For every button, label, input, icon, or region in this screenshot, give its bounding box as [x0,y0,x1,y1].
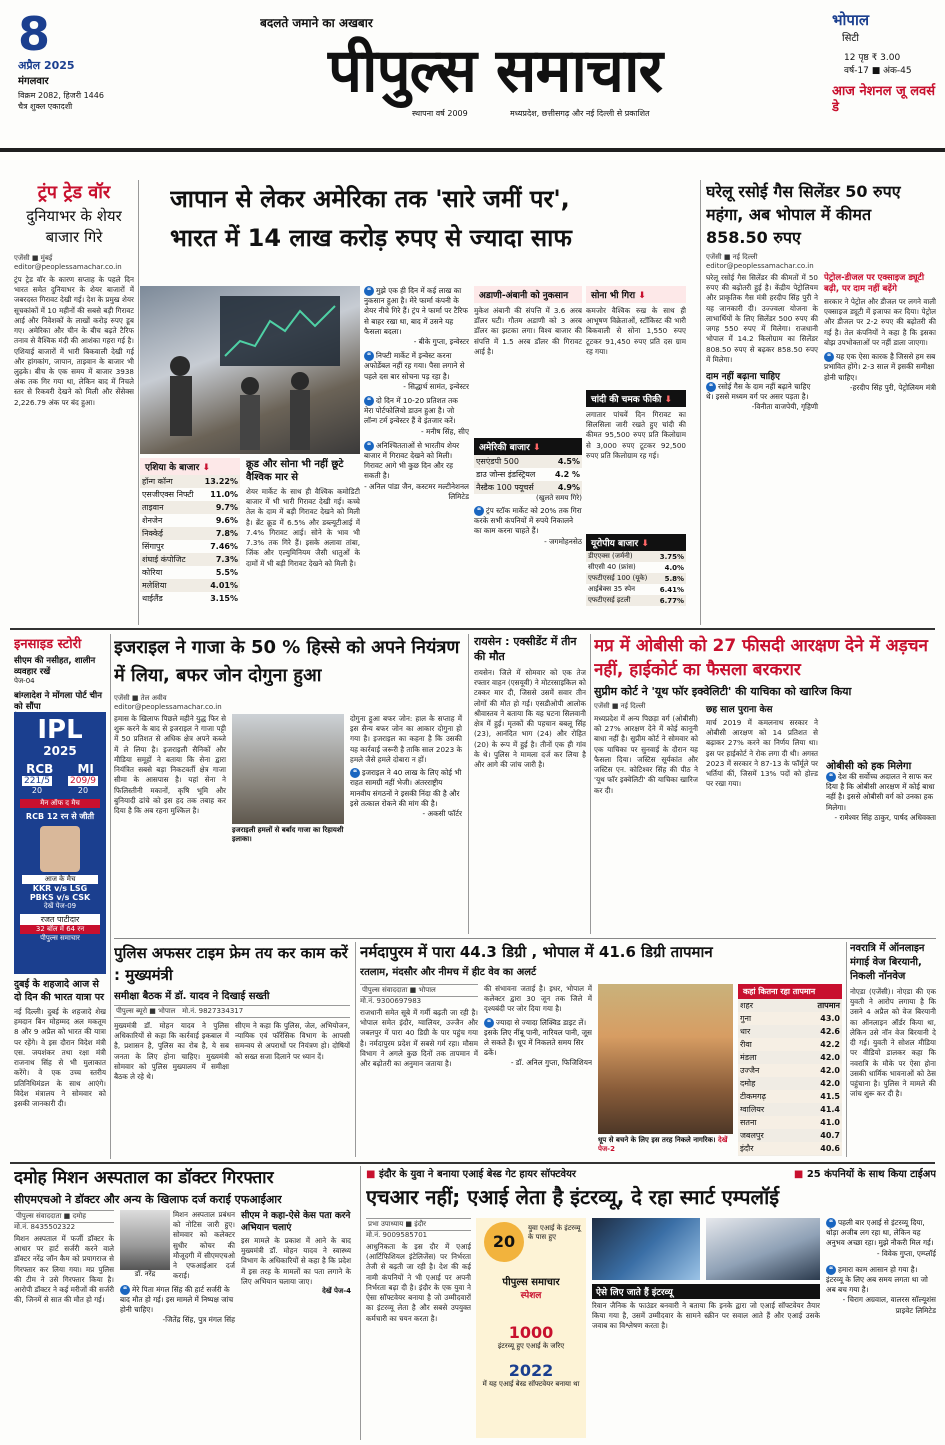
investor-quote: ❝ अनिश्चितताओं से भारतीय शेयर बाजार में गिरावट देखने को मिली। गिरावट आगे भी कुछ दिन और रह सकती है। - अनिल पांडा जैन, कस्टमर मल्टीनेशनल लिमिटेड [364,440,469,501]
biryani-body: नोएडा (एजेंसी)। नोएडा की एक युवती ने आरोप लगाया है कि उसने 4 अप्रैल को वेज बिरयानी का ऑनलाइन ऑर्डर किया था, लेकिन उसे नॉन वेज बिरयानी दे दी गई। युवती ने सोशल मीडिया पर वीडियो डालकर कहा कि नवरात्रि के मौके पर ऐसा होना उसकी धार्मिक भावनाओं को ठेस पहुंचाना है। पुलिस ने मामले की जांच शुरू कर दी है। [850,987,936,1099]
heat-body: राजधानी समेत सूबे में गर्मी बढ़ती जा रही है। भोपाल समेत इंदौर, ग्वालियर, उज्जैन और जबलपुर में पारा 40 डिग्री के पार पहुंच गया है। नर्मदापुरम प्रदेश में सबसे गर्म रहा। मौसम विभाग ने अगले कुछ दिनों तक तापमान में और बढ़ोतरी का अनुमान जताया है। [360,1008,478,1069]
gas-subhead: दाम नहीं बढ़ाना चाहिए [706,371,780,382]
europe-markets-box [586,534,686,624]
today-matches-label: आज के मैच [22,875,98,884]
doctor-photo-label: डॉ. नरेंद्र [134,1270,156,1278]
quote-icon: ❝ [364,351,374,361]
date-block [18,10,108,140]
ai-mobile: मो.नं. 9009585701 [366,1231,428,1239]
table-row: कोरिया 5.5% [142,568,238,577]
quote-icon: ❝ [706,382,716,392]
established: स्थापना वर्ष 2009 [412,109,468,118]
adani-title: अडाणी-अंबानी को नुकसान [474,286,582,303]
ai-stat-3: 2022 [508,1361,554,1380]
table-row: मलेशिया 4.01% [142,581,238,590]
match-2: PBKS v/s CSK [29,893,91,902]
ai-box-body: रिवान जैनिक के फाउंडर बनवारी ने बताया कि इनके द्वारा जो एआई सॉफ्टवेयर तैयार किया गया है, उसमें उम्मीदवार के सामने स्क्रीन पर सवाल आते हैं और एआई उसके जवाब का विश्लेषण करता है। [592,1301,820,1331]
quote-icon: ❝ [364,396,374,406]
table-row: गुना 43.0 [740,1014,840,1023]
investor-quote: ❝ दो दिन में 10-20 प्रतिशत तक मेरा पोर्टफोलियो डाउन हुआ है। जो लॉन्ग टर्म इन्वेस्टर हैं वे इंतजार करें। - मनीष सिंह, सीए [364,396,469,436]
tagline: बदलते जमाने का अखबार [260,16,373,30]
quote-icon: ❝ [364,441,374,451]
europe-markets-table [586,551,686,606]
damoh-byline: पीपुल्स संवाददाता ■ दमोह [14,1210,114,1223]
ai-stat-1: 20 [484,1222,524,1262]
obc-body-2: मार्च 2019 में कमलनाथ सरकार ने ओबीसी आरक्षण को 14 प्रतिशत से बढ़ाकर 27% करने का निर्णय लिया था। इस पर हाईकोर्ट ने रोक लगा दी थी। अगस्त 2023 में सरकार ने 87-13 के फॉर्मूले पर भर्तियां कीं, जिसमें 13% पदों को होल्ड पर रखा गया। [706,718,818,789]
silver-title: चांदी की चमक फीकी ⬇ [586,390,686,407]
usa-markets-box [474,438,582,624]
inside-story [14,634,106,974]
table-header: शहर तापमान [740,1001,840,1010]
quote-icon: ❝ [350,768,360,778]
police-story [114,942,350,1157]
ai-headline: एचआर नहीं; एआई लेता है इंटरव्यू, दे रहा स्मार्ट एम्पलॉई [366,1185,780,1209]
gaza-caption: इजराइली हमलों से बर्बाद गाजा का रिहायशी इलाका। [232,826,344,843]
stock-market-photo [140,286,360,454]
ai-kicker-2: ■ 25 कंपनियों के साथ किया टाईअप [793,1169,936,1180]
quote-icon: ❝ [364,286,374,296]
usa-quote: ❝ ट्रंप स्टॉक मार्केट को 20% तक गिरा करके सभी कंपनियों में रुपये निकालने का काम करना चाहते हैं। - जगमोहनसेठ [474,506,582,546]
quote-icon: ❝ [826,772,836,782]
damoh-story [14,1166,354,1440]
obc-body: मध्यप्रदेश में अन्य पिछड़ा वर्ग (ओबीसी) को 27% आरक्षण देने में कोई कानूनी बाधा नहीं है। सुप्रीम कोर्ट ने सोमवार को एक याचिका पर सुनवाई के दौरान यह फैसला दिया। जस्टिस सूर्यकांत और जस्टिस एन. कोटिश्वर सिंह की पीठ ने 'यूथ फॉर इक्वेलिटी' की याचिका खारिज कर दी। [594,714,698,795]
trump-email: editor@peoplessamachar.co.in [14,263,122,271]
silver-body: लगातार पांचवें दिन गिरावट का सिलसिला जारी रखते हुए चांदी की कीमत 95,500 रुपए प्रति किलोग्राम से 3,000 रुपए टूटकर 92,500 रुपए प्रति किलोग्राम रह गई। [586,410,686,460]
dubai-headline: दुबई के शहजादे आज से दो दिन की भारत यात्रा पर [14,979,104,1003]
heat-body-2: की संभावना जताई है। इधर, भोपाल में कलेक्टर द्वारा 30 जून तक जिले में दृश्यबंदी पर जोर दिया गया है। [484,984,592,1014]
ai-quote-2: ❝ हमारा काम आसान हो गया है। इंटरव्यू के लिए अब समय लगता था जो अब बच गया है। - चिराग अग्रवाल, वालरस सॉल्यूशंस प्राइवेट लिमिटेड [826,1264,936,1315]
quote-icon: ❝ [826,1265,836,1275]
player-photo [40,826,80,872]
gas-byline: एजेंसी ■ नई दिल्ली [706,253,758,261]
damoh-side-head: सीएम ने कहा-ऐसे केस पता करने अभियान चलाएं [241,1211,351,1233]
gas-body: घरेलू रसोई गैस सिलेंडर की कीमतों में 50 रुपए की बढ़ोतरी हुई है। केंद्रीय पेट्रोलियम और प्राकृतिक गैस मंत्री हरदीप सिंह पुरी ने यह जानकारी दी। उज्ज्वला योजना के लाभार्थियों के लिए सिलेंडर 500 रुपए की जगह 550 रुपए में मिलेगा। राजधानी भोपाल में 14.2 किलोग्राम का सिलेंडर 808.50 रुपए से बढ़कर 858.50 रुपए में मिलेगा। [706,273,818,364]
team1-score: 221/5 [24,776,50,786]
biryani-headline: नवरात्रि में ऑनलाइन मंगाई वेज बिरयानी, निकली नॉनवेज [850,943,925,982]
ai-story [366,1166,936,1440]
police-headline: पुलिस अफसर टाइम फ्रेम तय कर काम करें : मुख्यमंत्री [114,944,348,984]
table-row: हॉन्ग कॉन्ग 13.22% [142,477,238,486]
israel-quote: ❝ इजराइल ने 40 लाख के लिए कोई भी राहत सामग्री नहीं भेजी। अंतरराष्ट्रीय मानवीय संगठनों ने इसकी निंदा की है और इसे तत्काल रोकने की मांग की है। - अकसी फॉर्टर [350,768,462,818]
israel-email: editor@peoplessamachar.co.in [114,703,222,711]
gas-headline: घरेलू रसोई गैस सिलेंडर 50 रुपए महंगा, अब भोपाल में कीमत 858.50 रुपए [706,182,901,247]
biryani-story [850,942,936,1157]
trump-kicker: ट्रंप ट्रेड वॉर [37,182,111,203]
table-row: सतना 41.0 [740,1118,840,1127]
trump-main-headline-1: जापान से लेकर अमेरिका तक 'सारे जमीं पर', [170,185,570,213]
gold-title: सोना भी गिरा ⬇ [586,286,686,303]
table-row: सिंगापुर 7.46% [142,542,238,551]
ai-box-brand: पीपुल्स समाचार [502,1277,560,1288]
pages-price: 12 पृष्ठ ₹ 3.00 [844,53,901,63]
police-body-2: सीएम ने कहा कि पुलिस, जेल, अभियोजन, न्यायिक एवं फॉरेंसिक विभाग के आपसी समन्वय से अपराधों पर नियंत्रण हो। दोषियों को सख्त सजा दिलाने पर ध्यान दें। [235,1021,350,1061]
israel-body-2: दोगुना हुआ बफर जोन: हाल के सप्ताह में इस सैन्य बफर जोन का आकार दोगुना हो गया है। इजराइल का कहना है कि उसकी यह कार्रवाई जरूरी है ताकि साल 2023 के हमले जैसे हमले दोबारा न हों। [350,714,462,764]
ai-body: आधुनिकता के इस दौर में एआई (आर्टिफिशियल इंटेलिजेंस) पर निर्भरता तेजी से बढ़ती जा रही है। देश की कई नामी कंपनियों ने भी एआई पर अपनी निर्भरता बढ़ा दी है। इंदौर के एक युवा ने ऐसा सॉफ्टवेयर बनाया है जो उम्मीदवारों का इंटरव्यू लेता है और सबसे उपयुक्त कर्मचारी का चयन करता है। [366,1242,471,1323]
ai-kicker: ■ इंदौर के युवा ने बनाया एआई बेस्ड गेट हायर सॉफ्टवेयर [366,1169,576,1180]
israel-story [114,634,464,934]
volume-issue: वर्ष-17 ■ अंक-45 [844,66,912,76]
gas-email: editor@peoplessamachar.co.in [706,262,814,270]
raisen-story [474,634,586,934]
inside-item[interactable]: सीएम की नसीहत, शालीन व्यवहार रखें पेज-04 [14,656,96,685]
dubai-body: नई दिल्ली। दुबई के शहजादे शेख हमदान बिन मोहम्मद अल मकतूम 8 और 9 अप्रैल को भारत की यात्रा पर रहेंगे। वे इस दौरान विदेश मंत्री एस. जयशंकर तथा रक्षा मंत्री राजनाथ सिंह से भी मुलाकात करेंगे। वे एक उच्च स्तरीय प्रतिनिधिमंडल के साथ आएंगे। विदेश मंत्रालय ने सोमवार को इसकी जानकारी दी। [14,1007,106,1108]
ai-box-head: ऐसे लिए जाते हैं इंटरव्यू [592,1284,820,1299]
trump-main-headline [170,180,690,268]
raisen-headline: रायसेन : एक्सीडेंट में तीन की मौत [474,635,577,663]
promo: आज नेशनल जू लवर्स डे [832,84,936,115]
damoh-see-page[interactable]: देखें पेज-4 [322,1287,351,1296]
adani-box [474,286,582,436]
asia-markets-title: एशिया के बाजार ⬇ [140,458,240,475]
gas-side-body: सरकार ने पेट्रोल और डीजल पर लगने वाली एक्साइज ड्यूटी में इजाफा कर दिया। पेट्रोल और डीजल पर 2-2 रुपए की बढ़ोतरी की गई है। तेल कंपनियों ने कहा है कि इसका बोझ उपभोक्ताओं पर नहीं डाला जाएगा। [824,297,936,347]
crude-body: शेयर मार्केट के साथ ही वैश्विक कमोडिटी बाजार में भी भारी गिरावट देखी गई। कच्चे तेल के दाम में बड़ी गिरावट देखने को मिली है। ब्रेंट क्रूड में 6.5% और डब्ल्यूटीआई में 7.4% गिरावट आई। सोने के भाव भी 7.3% तक गिरे हैं। इसके अलावा तांबा, जिंक और एल्युमिनियम जैसी धातुओं के दामों में भी बड़ी गिरावट देखने को मिली है। [246,487,360,568]
ai-process-box [592,1284,820,1438]
usa-markets-title: अमेरिकी बाजार ⬇ [474,438,582,455]
quote-icon: ❝ [484,1018,494,1028]
table-row: एफटीएसई इटली 6.77% [588,596,684,605]
obc-kicker: छह साल पुराना केस [706,705,773,715]
trump-main-headline-2: भारत में 14 लाख करोड़ रुपए से ज्यादा साफ [170,224,572,252]
player-name: रजत पाटीदार [20,914,100,925]
table-row: थाईलैंड 3.15% [142,594,238,603]
table-row [738,1155,842,1156]
inside-item[interactable]: बांग्लादेश ने मोंगला पोर्ट चीन को सौंपा [14,691,102,712]
ai-quote-1: ❝ पहली बार एआई से इंटरव्यू दिया, थोड़ा अजीब लग रहा था, लेकिन यह अनुभव अच्छा रहा। मुझे नौकरी मिल गई। - विवेक गुप्ता, एम्प्लॉई [826,1218,936,1258]
table-row: एसजीएक्स निफ्टी 11.0% [142,490,238,499]
obc-byline: एजेंसी ■ नई दिल्ली [594,702,646,710]
heat-mobile: मो.नं. 9300697983 [360,997,422,1005]
investor-quote: ❝ निफ्टी मार्केट में इन्वेस्ट करना अफोर्डेबल नहीं रह गया। पैसा लगाने से पहले दस बार सोचना पड़ रहा है। - सिद्धार्थ सामंत, इन्वेस्टर [364,351,469,391]
table-row: ताइवान 9.7% [142,503,238,512]
ai-box-special: स्पेशल [520,1291,542,1301]
team1-overs: 20 [31,786,43,795]
date-month-year: अप्रैल 2025 [18,59,75,72]
damoh-headline: दमोह मिशन अस्पताल का डॉक्टर गिरफ्तार [14,1168,274,1188]
table-row: नैस्डैक 100 फ्यूचर्स 4.9% [476,483,580,492]
trump-body: ट्रंप ट्रेड वॉर के कारण सप्ताह के पहले दिन भारत समेत दुनियाभर के शेयर बाजारों में जबरदस्त गिरावट देखी गई। देश के प्रमुख शेयर सूचकांकों में 10 महीनों की सबसे बड़ी गिरावट आई और निवेशकों के लाखों करोड़ रुपए डूब गए। अमेरिका और चीन के बीच बढ़ते टैरिफ तनाव से वैश्विक मंदी की आशंका गहरा गई है। एशियाई बाजारों में भारी बिकवाली देखी गई और हांगकांग, जापान, ताइवान के बाजार भी लुढ़के। बीच के एक समय में बाजार 3938 अंक तक गिर गया था, लेकिन बाद में निचले स्तर से रिकवरी देखने को मिली और सेंसेक्स 2,226.79 अंक पर बंद हुआ। [14,275,134,407]
weekday: मंगलवार [18,76,49,87]
quote-icon: ❝ [826,1218,836,1228]
ipl-year: 2025 [43,744,77,758]
volume: वर्ष-17 [844,66,869,76]
table-row: शेनजेन 9.6% [142,516,238,525]
europe-markets-title: यूरोपीय बाजार ⬇ [586,534,686,551]
crude-headline: क्रूड और सोना भी नहीं छूटे वैश्विक मार से [246,459,344,483]
police-subhead: समीक्षा बैठक में डॉ. यादव ने दिखाई सख्ती [114,991,270,1002]
ai-stat-3-label: में यह एआई बेस्ड सॉफ्टवेयर बनाया था [482,1380,580,1388]
table-row: रीवा 42.2 [740,1040,840,1049]
team2-overs: 20 [77,786,89,795]
damoh-body-2: मिशन अस्पताल प्रबंधन को नोटिस जारी हुए। सोमवार को कलेक्टर सुधीर कोचर की मौजूदगी में सीएमएचओ ने एफआईआर दर्ज कराई। [173,1210,235,1281]
heat-subhead: रतलाम, मंदसौर और नीमच में हीट वेव का अलर्ट [360,967,537,978]
team2-name: MI [77,762,94,776]
damoh-subhead: सीएमएचओ ने डॉक्टर और अन्य के खिलाफ दर्ज कराई एफआईआर [14,1193,282,1206]
ai-stat-2-label: इंटरव्यू हुए एआई के जरिए [497,1342,565,1350]
newspaper-title: पीपुल्स समाचार [327,36,663,106]
damoh-side-body: इस मामले के प्रकाश में आने के बाद मुख्यमंत्री डॉ. मोहन यादव ने स्वास्थ्य विभाग के अधिकारियों से कहा है कि प्रदेश में इस तरह के मामलों का पता लगाने के लिए अभियान चलाया जाए। [241,1236,351,1286]
gas-quote-1: ❝ रसोई गैस के दाम नहीं बढ़ाने चाहिए थे। इससे मध्यम वर्ग पर असर पड़ता है। -विनीता वाजपेयी, गृहिणी [706,381,818,412]
doctor-photo [120,1210,170,1270]
obc-subhead: सुप्रीम कोर्ट ने 'यूथ फॉर इक्वेलिटी' की याचिका को खारिज किया [594,685,852,698]
see-page[interactable]: देखें पेज-09 [43,902,77,910]
issue: अंक-45 [883,66,912,76]
silver-box [586,390,686,530]
obc-headline: मप्र में ओबीसी को 27 फीसदी आरक्षण देने में अड़चन नहीं, हाईकोर्ट का फैसला बरकरार [594,636,928,680]
match-1: KKR v/s LSG [32,884,88,893]
table-row: ग्वालियर 41.4 [740,1105,840,1114]
table-row: डाउ जोन्स इंडस्ट्रियल 4.2 % [476,470,580,479]
police-byline: पीपुल्स ब्यूरो ■ भोपाल मो.नं. 9827334317 [114,1005,350,1018]
temperature-table-box [738,984,842,1156]
heat-photo [598,984,733,1134]
quote-icon: ❝ [474,506,484,516]
trump-headline: दुनियाभर के शेयर बाजार गिरे [26,207,122,246]
dubai-story [14,978,106,1158]
obc-side-head: ओबीसी को हक मिलेगा [826,761,912,772]
table-row: एफटीएसई 100 (यूके) 5.8% [588,574,684,583]
player-stats: 32 बॉल में 64 रन [20,925,100,934]
trump-byline: एजेंसी ■ मुंबई [14,254,53,262]
tithi: चैत्र शुक्ल एकादशी [18,102,73,111]
table-row: जबलपुर 40.7 [740,1131,840,1140]
asia-markets-box [140,458,240,623]
quote-icon: ❝ [120,1285,130,1295]
israel-headline: इजराइल ने गाजा के 50 % हिस्से को अपने नियंत्रण में लिया, बफर जोन दोगुना हुआ [114,637,460,686]
table-row: सीएसी 40 (फ्रांस) 4.0% [588,563,684,572]
table-row: मंडला 42.0 [740,1053,840,1062]
gaza-photo [232,714,344,824]
usa-markets-table [474,455,582,494]
table-row: डीएएक्स (जर्मनी) 3.75% [588,552,684,561]
ai-stats-box [476,1218,586,1438]
ai-interview-photo [706,1218,820,1280]
temperature-table-title: कहां कितना रहा तापमान [738,984,842,999]
crude-gold-box [246,458,360,623]
stock-chart-illustration [140,286,360,454]
team1-name: RCB [26,762,54,776]
gas-story [706,180,936,625]
heat-headline: नर्मदापुरम में पारा 44.3 डिग्री , भोपाल में 41.6 डिग्री तापमान [360,943,713,961]
usa-note: (खुलते समय गिरे) [536,494,582,502]
damoh-mobile: मो.नं. 8435502322 [14,1223,76,1231]
damoh-body: मिशन अस्पताल में फर्जी डॉक्टर के आधार पर हार्ट सर्जरी करने वाले डॉक्टर नरेंद्र जॉन कैम को प्रयागराज से गिरफ्तार कर लिया गया। मप्र पुलिस की टीम ने उसे गिरफ्तार किया है। आरोपी डॉक्टर ने कई मरीजों की सर्जरी की, जिनमें से सात की मौत हो गई। [14,1234,114,1305]
ipl-source: पीपुल्स समाचार [40,934,80,942]
table-row: निक्केई 7.8% [142,529,238,538]
heat-photo-caption: धूप से बचने के लिए इस तरह निकले नागरिक। देखें पेज-2 [598,1136,728,1153]
table-row: आईबेक्स 35 स्पेन 6.41% [588,585,684,594]
ai-stat-2: 1000 [508,1323,554,1342]
obc-story [594,634,936,934]
investor-quote: ❝ मुझे एक ही दिन में कई लाख का नुकसान हुआ है। मेरे फार्मा कंपनी के शेयर नीचे गिरे हैं। ट्रंप ने फार्मा पर टैरिफ से बाहर रखा था, बाद में उसने यह फैसला बदला। - बीके गुप्ता, इन्वेस्टर [364,286,469,347]
edition-box [832,10,937,140]
team2-score: 209/9 [70,776,96,786]
israel-byline: एजेंसी ■ तेल अवीव [114,694,167,702]
police-body: मुख्यमंत्री डॉ. मोहन यादव ने पुलिस अधिकारियों से कहा कि कार्रवाई इकबाल में है, प्रशासन है, पुलिस का रोब है, ये सब जनता के लिए होना चाहिए। मुख्यमंत्री सोमवार को पुलिस मुख्यालय में समीक्षा बैठक ले रहे थे। [114,1021,229,1082]
ipl-logo: IPL [37,715,83,745]
israel-body: हमास के खिलाफ पिछले महीने युद्ध फिर से शुरू करने के बाद से इजराइल ने गाजा पट्टी में 50 प्रतिशत से अधिक क्षेत्र अपने कब्जे में ले लिया है। इजराइली सैनिकों और मीडिया समूहों ने बताया कि सेना द्वारा नियंत्रित सबसे बड़ा निकटवर्ती क्षेत्र गाजा सीमा के आसपास है। यहां सेना ने फिलिस्तीनी मकानों, कृषि भूमि और बुनियादी ढांचे को इस हद तक तबाह कर दिया है कि अब रहना मुश्किल है। [114,714,226,815]
masthead [0,0,945,152]
table-row: शंघाई कंपोजिट 7.3% [142,555,238,564]
man-of-match: मैन ऑफ द मैच [20,799,100,808]
raisen-body: रायसेन। जिले में सोमवार को एक तेज रफ्तार वाहन (एसयूवी) ने मोटरसाइकिल को टक्कर मार दी, जिससे उसमें सवार तीन लोगों की मौत हो गई। एसडीओपी आलोक श्रीवास्तव ने बताया कि यह घटना सिलवानी क्षेत्र में हुई। मृतकों की पहचान बबलू सिंह (23), आनंदित भाग (24) और रोहित (20) के रूप में हुई है। तीनों एक ही गांव के थे। पुलिस ने मामला दर्ज कर लिया है और आगे की जांच जारी है। [474,668,586,769]
ai-stat-1-label: युवा एआई के इंटरव्यू के पास हुए [528,1224,581,1241]
heat-story [360,942,936,1157]
obc-quote: ❝ देश की सर्वोच्च अदालत ने साफ कर दिया है कि ओबीसी आरक्षण में कोई बाधा नहीं है। इससे ओबीसी वर्ग को उनका हक मिलेगा। - रामेश्वर सिंह ठाकुर, पार्षद अधिवक्ता [826,772,936,822]
heat-byline: पीपुल्स संवाददाता ■ भोपाल [360,984,478,997]
table-row: दमोह 42.0 [740,1079,840,1088]
ipl-box [14,712,106,974]
table-row: उज्जैन 42.0 [740,1066,840,1075]
gold-box [586,286,686,388]
gold-body: कमजोर वैश्विक रुख के साथ ही आभूषण विक्रेताओं, स्टॉकिस्ट की भारी बिकवाली से सोना 1,550 रुपए टूटकर 91,450 रुपए प्रति दस ग्राम रह गया। [586,306,686,356]
table-row: टीकमगढ़ 41.5 [740,1092,840,1101]
ai-byline: प्रभा उपाध्याय ■ इंदौर [366,1218,471,1231]
heat-tip: ❝ ज्यादा से ज्यादा लिक्विड डाइट लें। इसके लिए नींबू पानी, नारियल पानी, जूस ले सकते हैं। धूप में निकलते समय सिर ढकें। - डॉ. अनिल गुप्ता, फिजिशियन [484,1017,592,1068]
city: भोपाल [832,11,870,29]
vikram-samvat: विक्रम 2082, हिजरी 1446 [18,91,104,100]
gas-side-head: पेट्रोल-डीजल पर एक्साइज ड्यूटी बढ़ी, पर दाम नहीं बढ़ेंगे [824,273,925,294]
ai-laptop-photo [592,1218,700,1280]
match-result: RCB 12 रन से जीती [25,812,95,821]
table-row: इंदौर 40.6 [740,1144,840,1153]
temperature-table [738,999,842,1156]
social-bar [0,148,945,152]
quote-icon: ❝ [824,352,834,362]
gas-quote-2: ❝ यह एक ऐसा कारक है जिससे हम सब प्रभावित होंगे। 2-3 साल में इसकी समीक्षा होनी चाहिए। -हरदीप सिंह पुरी, पेट्रोलियम मंत्री [824,352,936,392]
table-row: धार 42.6 [740,1027,840,1036]
damoh-quote: ❝ मेरे पिता मंगल सिंह की हार्ट सर्जरी के बाद मौत हो गई। इस मामले में निष्पक्ष जांच होनी चाहिए। -जितेंद्र सिंह, पुत्र मंगल सिंह [120,1284,235,1325]
adani-body: मुकेश अंबानी की संपत्ति में 3.6 अरब डॉलर घटी। गौतम अडाणी को 3 अरब डॉलर का झटका लगा। विश्व बाजार की संपत्ति में 1.5 अरब डॉलर की गिरावट आई है। [474,306,582,356]
date-day: 8 [18,10,51,61]
edition: सिटी [842,33,859,44]
inside-title: इनसाइड स्टोरी [14,637,82,652]
table-row: एसएंडपी 500 4.5% [476,457,580,466]
asia-markets-table [140,475,240,605]
trump-story [14,180,134,625]
investor-quotes [364,286,469,624]
published: मध्यप्रदेश, छत्तीसगढ़ और नई दिल्ली से प्रकाशित [510,109,650,118]
